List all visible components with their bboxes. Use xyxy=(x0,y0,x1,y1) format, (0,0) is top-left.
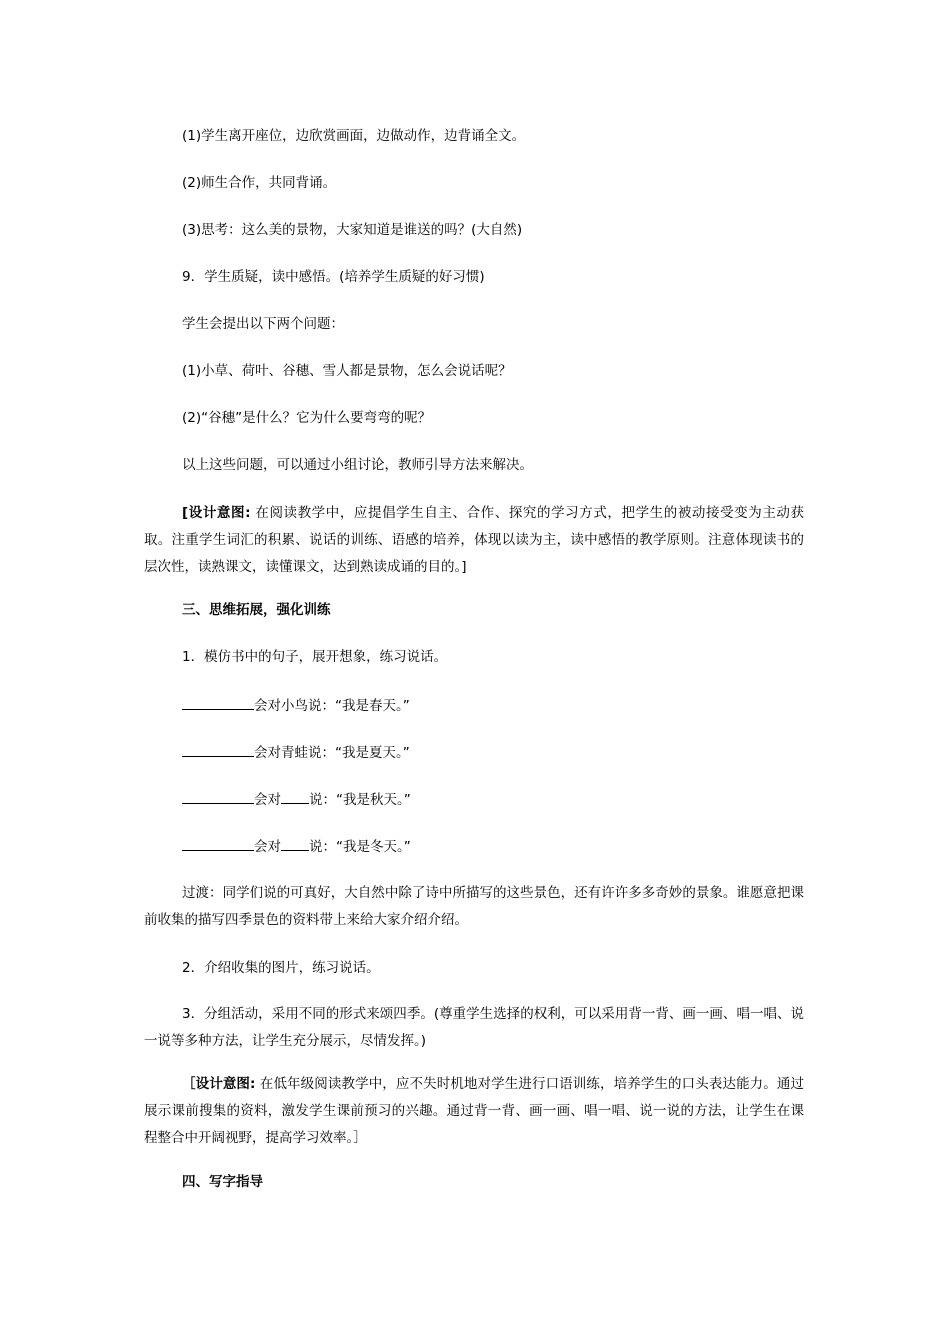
design-intent-2 xyxy=(144,1071,804,1152)
blank xyxy=(182,695,254,710)
design-intent-1 xyxy=(144,500,804,581)
exercise-3-paragraph: 3．分组活动，采用不同的形式来颂四季。(尊重学生选择的权利，可以采用背一背、画一画、唱一唱、说一说等多种方法，让学生充分展示，尽情发挥。) xyxy=(144,1006,804,1049)
blank xyxy=(182,836,254,851)
fill-text: 会对青蛙说：“我是夏天。” xyxy=(254,745,410,761)
exercise-2: 2．介绍收集的图片，练习说话。 xyxy=(182,960,380,976)
design-intent-label: ［设计意图: xyxy=(182,1076,256,1092)
design-intent-text: 在阅读教学中，应提倡学生自主、合作、探究的学习方式，把学生的被动接受变为主动获取。注重学生词汇的积累、说话的训练、语感的培养，体现以读为主，读中感悟的教学原则。注意体现读书的层次性，读熟课文，读懂课文，达到熟读成诵的目的。] xyxy=(144,505,804,575)
blank xyxy=(281,789,309,804)
section-heading-3: 三、思维拓展，强化训练 xyxy=(182,602,331,618)
step-line-2: (2)师生合作，共同背诵。 xyxy=(182,175,337,191)
section-heading-4: 四、写字指导 xyxy=(182,1174,263,1190)
blank xyxy=(281,836,309,851)
design-intent-text: 在低年级阅读教学中，应不失时机地对学生进行口语训练，培养学生的口头表达能力。通过展示课前搜集的资料，激发学生课前预习的兴趣。通过背一背、画一画、唱一唱、说一说的方法，让学生在课程整合中开阔视野，提高学习效率。］ xyxy=(144,1076,804,1146)
questions-intro: 学生会提出以下两个问题： xyxy=(182,316,344,332)
fill-blank-line-1 xyxy=(182,695,410,716)
design-intent-label: [设计意图: xyxy=(182,505,251,521)
fill-blank-line-2 xyxy=(182,742,410,763)
step-heading-9: 9．学生质疑，读中感悟。(培养学生质疑的好习惯) xyxy=(182,269,485,285)
fill-text: 会对 xyxy=(254,839,281,855)
exercise-1: 1．模仿书中的句子，展开想象，练习说话。 xyxy=(182,649,448,665)
transition-paragraph: 过渡：同学们说的可真好，大自然中除了诗中所描写的这些景色，还有许许多多奇妙的景象。谁愿意把课前收集的描写四季景色的资料带上来给大家介绍介绍。 xyxy=(144,885,804,928)
fill-blank-line-3 xyxy=(182,789,411,810)
step-line-1: (1)学生离开座位，边欣赏画面，边做动作，边背诵全文。 xyxy=(182,128,526,144)
question-1: (1)小草、荷叶、谷穗、雪人都是景物，怎么会说话呢？ xyxy=(182,363,512,379)
blank xyxy=(182,742,254,757)
fill-blank-line-4 xyxy=(182,836,411,857)
fill-text: 说：“我是冬天。” xyxy=(309,839,411,855)
questions-resolution: 以上这些问题，可以通过小组讨论，教师引导方法来解决。 xyxy=(182,457,533,473)
fill-text: 会对小鸟说：“我是春天。” xyxy=(254,698,410,714)
fill-text: 会对 xyxy=(254,792,281,808)
step-line-3: (3)思考：这么美的景物，大家知道是谁送的吗？(大自然) xyxy=(182,222,523,238)
fill-text: 说：“我是秋天。” xyxy=(309,792,411,808)
blank xyxy=(182,789,254,804)
question-2: (2)“谷穗”是什么？它为什么要弯弯的呢？ xyxy=(182,410,432,426)
